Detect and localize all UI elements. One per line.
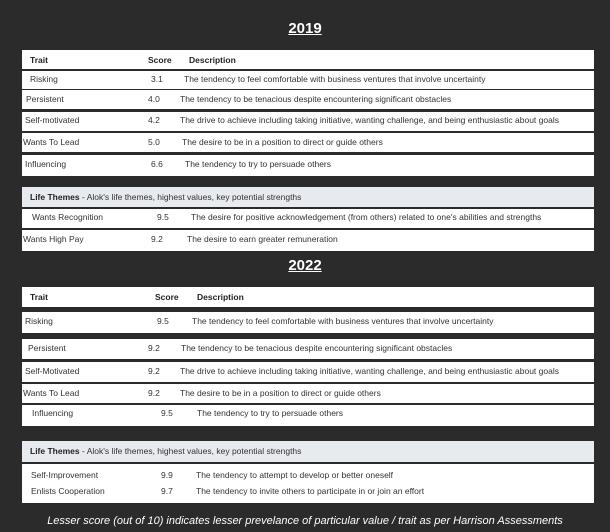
trait-name: Enlists Cooperation xyxy=(31,486,105,496)
table-2019-life-themes xyxy=(22,187,594,251)
trait-name: Self-Motivated xyxy=(25,366,80,376)
life-themes-title: Life Themes xyxy=(30,446,80,456)
table-row xyxy=(22,134,594,151)
trait-description: The drive to achieve including taking initiative, wanting challenge, and being enthusiastic about goals xyxy=(180,366,559,376)
table-row xyxy=(22,313,594,330)
trait-description: The desire to be in a position to direct or guide others xyxy=(182,137,383,147)
trait-name: Influencing xyxy=(32,408,74,418)
table-2022-traits xyxy=(22,287,594,426)
trait-description: The tendency to try to persuade others xyxy=(185,159,332,169)
table-2019-traits xyxy=(22,50,594,176)
trait-score: 9.2 xyxy=(148,343,160,353)
trait-description: The drive to achieve including taking initiative, wanting challenge, and being enthusiastic about goals xyxy=(180,115,559,125)
header-description: Description xyxy=(197,292,244,302)
trait-description: The tendency to feel comfortable with business ventures that involve uncertainty xyxy=(192,316,494,326)
trait-description: The tendency to be tenacious despite encountering significant obstacles xyxy=(181,343,453,353)
trait-name: Persistent xyxy=(28,343,66,353)
life-themes-header xyxy=(22,441,594,462)
table-header xyxy=(22,289,594,306)
trait-name: Self-motivated xyxy=(25,115,80,125)
table-row xyxy=(22,112,594,129)
table-row xyxy=(22,467,594,484)
header-score: Score xyxy=(148,55,172,65)
footer-note: Lesser score (out of 10) indicates lesser prevelance of particular value / trait as per Harrison Assessments xyxy=(47,515,563,527)
header-description: Description xyxy=(189,55,236,65)
life-themes-subtitle: - Alok's life themes, highest values, key potential strengths xyxy=(79,192,302,202)
trait-name: Wants Recognition xyxy=(32,212,104,222)
header-score: Score xyxy=(155,292,179,302)
trait-score: 9.5 xyxy=(161,408,173,418)
trait-score: 9.9 xyxy=(161,470,173,480)
trait-name: Persistent xyxy=(26,94,64,104)
trait-description: The tendency to try to persuade others xyxy=(197,408,344,418)
year-2022-heading: 2022 xyxy=(288,257,322,274)
trait-name: Wants To Lead xyxy=(23,137,80,147)
trait-score: 9.2 xyxy=(148,388,160,398)
table-row xyxy=(22,363,594,380)
table-row xyxy=(22,483,594,500)
trait-name: Risking xyxy=(25,316,53,326)
trait-description: The desire for positive acknowledgement (from others) related to one's abilities and strengths xyxy=(191,212,542,222)
trait-score: 9.5 xyxy=(157,316,169,326)
trait-description: The tendency to feel comfortable with business ventures that involve uncertainty xyxy=(184,74,486,84)
trait-name: Influencing xyxy=(25,159,67,169)
trait-name: Risking xyxy=(30,74,58,84)
table-row xyxy=(22,231,594,248)
header-trait: Trait xyxy=(30,292,48,302)
table-row xyxy=(22,405,594,422)
trait-score: 5.0 xyxy=(148,137,160,147)
trait-description: The desire to earn greater remuneration xyxy=(187,234,338,244)
life-themes-header xyxy=(22,187,594,207)
trait-description: The tendency to be tenacious despite encountering significant obstacles xyxy=(180,94,452,104)
table-row xyxy=(22,209,594,226)
trait-score: 3.1 xyxy=(151,74,163,84)
table-row xyxy=(22,91,594,108)
table-row xyxy=(22,156,594,173)
trait-score: 9.2 xyxy=(151,234,163,244)
trait-name: Self-Improvement xyxy=(31,470,99,480)
trait-score: 9.2 xyxy=(148,366,160,376)
trait-score: 9.7 xyxy=(161,486,173,496)
trait-score: 4.0 xyxy=(148,94,160,104)
life-themes-title: Life Themes xyxy=(30,192,80,202)
table-row xyxy=(22,340,594,357)
table-header xyxy=(22,52,594,69)
table-row xyxy=(22,71,594,88)
trait-score: 4.2 xyxy=(148,115,160,125)
trait-name: Wants To Lead xyxy=(23,388,80,398)
trait-score: 9.5 xyxy=(157,212,169,222)
table-2022-life-themes xyxy=(22,441,594,503)
trait-score: 6.6 xyxy=(151,159,163,169)
trait-description: The tendency to invite others to participate in or join an effort xyxy=(196,486,425,496)
trait-description: The desire to be in a position to direct or guide others xyxy=(180,388,381,398)
header-trait: Trait xyxy=(30,55,48,65)
trait-description: The tendency to attempt to develop or better oneself xyxy=(196,470,394,480)
year-2019-heading: 2019 xyxy=(288,20,322,37)
trait-name: Wants High Pay xyxy=(23,234,84,244)
table-row xyxy=(22,385,594,402)
life-themes-subtitle: - Alok's life themes, highest values, key potential strengths xyxy=(79,446,302,456)
